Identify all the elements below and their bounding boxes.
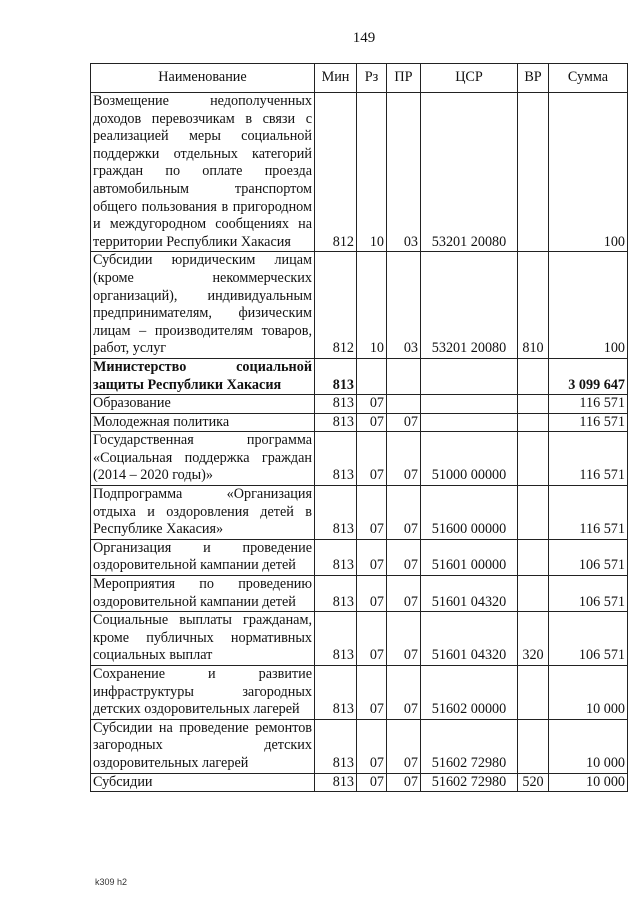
column-header-csr: ЦСР (421, 64, 518, 93)
row-pr: 07 (387, 413, 421, 432)
row-name: Субсидии на проведение ремонтов загородных детских оздоровительных лагерей (91, 719, 315, 773)
table-row (91, 395, 628, 414)
row-rz: 10 (357, 93, 387, 252)
row-csr: 51602 00000 (421, 666, 518, 720)
row-vr: 810 (518, 252, 549, 359)
row-rz: 07 (357, 773, 387, 792)
row-pr: 07 (387, 539, 421, 575)
row-vr (518, 432, 549, 486)
row-vr (518, 93, 549, 252)
row-name: Государственная программа «Социальная поддержка граждан (2014 – 2020 годы)» (91, 432, 315, 486)
row-sum: 10 000 (549, 666, 628, 720)
row-min: 813 (315, 486, 357, 540)
table-row (91, 486, 628, 540)
row-sum: 106 571 (549, 539, 628, 575)
footer-code: k309 h2 (95, 877, 128, 887)
row-min: 813 (315, 413, 357, 432)
row-csr: 51601 00000 (421, 539, 518, 575)
row-pr: 07 (387, 719, 421, 773)
row-csr: 51600 00000 (421, 486, 518, 540)
table-row-ministry (91, 358, 628, 394)
row-csr: 51602 72980 (421, 719, 518, 773)
row-sum: 100 (549, 252, 628, 359)
row-vr (518, 395, 549, 414)
column-header-rz: Рз (357, 64, 387, 93)
row-min: 813 (315, 773, 357, 792)
row-rz: 07 (357, 666, 387, 720)
table-row (91, 432, 628, 486)
table-row (91, 666, 628, 720)
row-rz: 07 (357, 612, 387, 666)
row-sum: 116 571 (549, 413, 628, 432)
row-name: Молодежная политика (91, 413, 315, 432)
row-vr (518, 486, 549, 540)
table-row (91, 773, 628, 792)
table-row (91, 719, 628, 773)
row-csr: 51601 04320 (421, 576, 518, 612)
row-min: 813 (315, 719, 357, 773)
row-csr (421, 358, 518, 394)
row-rz: 10 (357, 252, 387, 359)
budget-table (90, 63, 628, 792)
row-pr: 07 (387, 666, 421, 720)
row-pr: 07 (387, 576, 421, 612)
row-name: Мероприятия по проведению оздоровительной кампании детей (91, 576, 315, 612)
row-min: 813 (315, 576, 357, 612)
row-min: 813 (315, 432, 357, 486)
row-vr (518, 576, 549, 612)
row-vr (518, 413, 549, 432)
row-sum: 106 571 (549, 612, 628, 666)
row-name: Возмещение недополученных доходов перевозчикам в связи с реализацией меры социальной поддержки отдельных категорий граждан по оплате проезда автомобильным транспортом общего пользования в пригородном и междугородном сообщениях на территории Республики Хакасия (91, 93, 315, 252)
row-sum: 3 099 647 (549, 358, 628, 394)
row-rz: 07 (357, 539, 387, 575)
row-min: 812 (315, 93, 357, 252)
table-row (91, 93, 628, 252)
row-sum: 100 (549, 93, 628, 252)
row-rz: 07 (357, 432, 387, 486)
row-csr (421, 395, 518, 414)
row-vr: 320 (518, 612, 549, 666)
row-rz: 07 (357, 719, 387, 773)
row-pr: 03 (387, 93, 421, 252)
row-sum: 106 571 (549, 576, 628, 612)
row-csr: 51602 72980 (421, 773, 518, 792)
row-pr: 07 (387, 612, 421, 666)
row-pr: 07 (387, 486, 421, 540)
column-header-vr: ВР (518, 64, 549, 93)
row-min: 813 (315, 666, 357, 720)
row-vr: 520 (518, 773, 549, 792)
row-pr: 07 (387, 773, 421, 792)
row-min: 813 (315, 539, 357, 575)
row-name: Субсидии (91, 773, 315, 792)
row-rz (357, 358, 387, 394)
row-name: Подпрограмма «Организация отдыха и оздоровления детей в Республике Хакасия» (91, 486, 315, 540)
table-row (91, 576, 628, 612)
row-rz: 07 (357, 395, 387, 414)
column-header-name: Наименование (91, 64, 315, 93)
row-vr (518, 666, 549, 720)
row-pr: 03 (387, 252, 421, 359)
row-csr: 53201 20080 (421, 93, 518, 252)
table-row (91, 413, 628, 432)
table-row (91, 612, 628, 666)
column-header-min: Мин (315, 64, 357, 93)
row-sum: 116 571 (549, 486, 628, 540)
table-body (91, 93, 628, 792)
row-min: 812 (315, 252, 357, 359)
table-row (91, 539, 628, 575)
row-name: Министерство социальной защиты Республики Хакасия (91, 358, 315, 394)
table-row (91, 252, 628, 359)
row-sum: 10 000 (549, 719, 628, 773)
row-rz: 07 (357, 413, 387, 432)
row-pr (387, 395, 421, 414)
row-min: 813 (315, 358, 357, 394)
row-pr: 07 (387, 432, 421, 486)
row-vr (518, 539, 549, 575)
row-csr (421, 413, 518, 432)
row-csr: 51000 00000 (421, 432, 518, 486)
row-name: Сохранение и развитие инфраструктуры загородных детских оздоровительных лагерей (91, 666, 315, 720)
row-name: Образование (91, 395, 315, 414)
column-header-pr: ПР (387, 64, 421, 93)
row-sum: 116 571 (549, 432, 628, 486)
row-name: Субсидии юридическим лицам (кроме некоммерческих организаций), индивидуальным предпринимателям, физическим лицам – производителям товаров, работ, услуг (91, 252, 315, 359)
row-sum: 10 000 (549, 773, 628, 792)
row-vr (518, 719, 549, 773)
row-rz: 07 (357, 576, 387, 612)
row-min: 813 (315, 395, 357, 414)
row-sum: 116 571 (549, 395, 628, 414)
row-csr: 53201 20080 (421, 252, 518, 359)
row-name: Организация и проведение оздоровительной кампании детей (91, 539, 315, 575)
page-number: 149 (352, 30, 376, 46)
row-rz: 07 (357, 486, 387, 540)
table-header-row (91, 64, 628, 93)
row-csr: 51601 04320 (421, 612, 518, 666)
row-min: 813 (315, 612, 357, 666)
column-header-sum: Сумма (549, 64, 628, 93)
row-vr (518, 358, 549, 394)
row-name: Социальные выплаты гражданам, кроме публичных нормативных социальных выплат (91, 612, 315, 666)
row-pr (387, 358, 421, 394)
